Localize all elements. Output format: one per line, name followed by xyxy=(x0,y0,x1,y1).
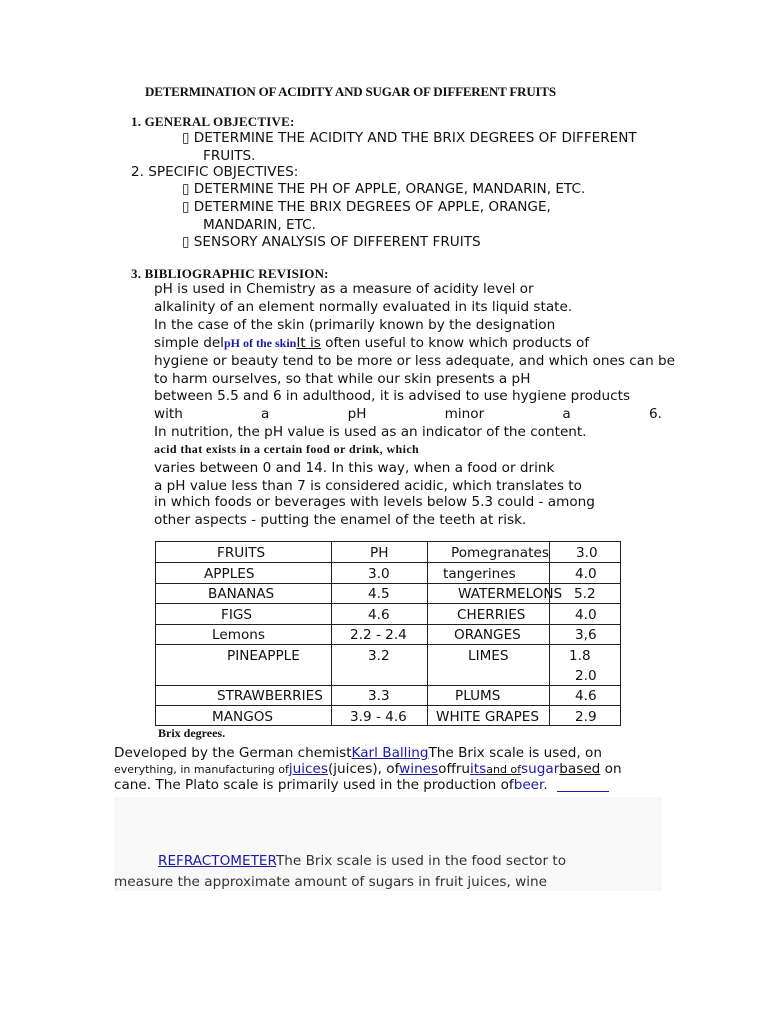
table-cell: WHITE GRAPES xyxy=(436,709,540,725)
paragraph-line xyxy=(154,335,589,351)
specific-objective-item: ▯ SENSORY ANALYSIS OF DIFFERENT FRUITS xyxy=(182,234,481,250)
table-cell: 3.0 xyxy=(576,545,598,561)
table-cell: tangerines xyxy=(443,566,516,582)
brix-line xyxy=(114,777,548,793)
document-title: DETERMINATION OF ACIDITY AND SUGAR OF DIFFERENT FRUITS xyxy=(145,84,556,99)
brix-heading: Brix degrees. xyxy=(158,726,226,740)
beer-link[interactable]: beer xyxy=(513,777,544,793)
paragraph-line-justified xyxy=(154,406,662,422)
specific-objective-item: ▯ DETERMINE THE PH OF APPLE, ORANGE, MANDARIN, ETC. xyxy=(182,181,586,197)
table-cell: PLUMS xyxy=(455,688,501,704)
brix-text: everything, in manufacturing of xyxy=(114,763,289,776)
table-cell: ORANGES xyxy=(454,627,521,643)
table-cell: 4.0 xyxy=(575,607,597,623)
table-row-divider xyxy=(156,624,620,625)
table-row-divider xyxy=(156,685,620,686)
paragraph-line: a pH value less than 7 is considered acidic, which translates to xyxy=(154,478,582,494)
paragraph-text: simple del xyxy=(154,335,224,351)
specific-objective-item-cont: MANDARIN, ETC. xyxy=(203,217,316,233)
table-cell: BANANAS xyxy=(208,586,275,602)
table-divider xyxy=(427,542,428,725)
brix-text: based xyxy=(559,761,601,777)
brix-line xyxy=(114,745,602,761)
sugar-link[interactable]: sugar xyxy=(521,761,560,777)
paragraph-line: between 5.5 and 6 in adulthood, it is advised to use hygiene products xyxy=(154,388,631,404)
table-cell: PINEAPPLE xyxy=(227,648,300,664)
table-cell: APPLES xyxy=(204,566,255,582)
table-row-divider xyxy=(156,562,620,563)
table-header-ph: PH xyxy=(370,545,389,561)
table-cell: 2.0 xyxy=(575,668,597,684)
table-cell: 4.6 xyxy=(368,607,390,623)
word: 6. xyxy=(648,406,662,422)
table-cell: 4.6 xyxy=(575,688,597,704)
table-row-divider xyxy=(156,583,620,584)
fruits-link[interactable]: its xyxy=(470,761,487,777)
table-cell: 4.5 xyxy=(368,586,390,602)
paragraph-line: in which foods or beverages with levels below 5.3 could - among xyxy=(154,494,595,510)
table-cell: 4.0 xyxy=(575,566,597,582)
table-cell: 3.3 xyxy=(368,688,390,704)
refractometer-line xyxy=(158,853,566,869)
specific-objectives-heading: 2. SPECIFIC OBJECTIVES: xyxy=(131,164,299,180)
table-cell: Pomegranates xyxy=(451,545,549,561)
table-divider xyxy=(331,542,332,725)
wines-link[interactable]: wines xyxy=(399,761,439,777)
fruit-ph-table xyxy=(155,541,621,726)
paragraph-line: In nutrition, the pH value is used as an indicator of the content. xyxy=(154,424,587,440)
table-cell: 1.8 xyxy=(569,648,591,664)
word: with xyxy=(154,406,183,422)
ph-of-skin-link[interactable]: pH of the skin xyxy=(223,336,297,350)
refractometer-line: measure the approximate amount of sugars in fruit juices, wine xyxy=(114,874,548,890)
brix-text: and of xyxy=(486,763,522,776)
brix-text: Developed by the German chemist xyxy=(114,745,352,761)
word: minor xyxy=(444,406,485,422)
paragraph-text: often useful to know which products of xyxy=(320,335,590,351)
brix-text: on xyxy=(600,761,622,777)
brix-text: cane. The Plato scale is primarily used in the production of xyxy=(114,777,514,793)
general-objective-item-cont: FRUITS. xyxy=(203,148,256,164)
table-row-divider xyxy=(156,705,620,706)
table-cell: 3.2 xyxy=(368,648,390,664)
brix-text: The Brix scale is used, on xyxy=(428,745,602,761)
table-cell: 3.9 - 4.6 xyxy=(350,709,407,725)
general-objective-heading: 1. GENERAL OBJECTIVE: xyxy=(131,114,295,129)
paragraph-line: hygiene or beauty tend to be more or less adequate, and which ones can be xyxy=(154,353,675,369)
refractometer-text: The Brix scale is used in the food sector to xyxy=(275,853,567,869)
table-cell: WATERMELONS xyxy=(458,586,563,602)
table-cell: Lemons xyxy=(212,627,265,643)
table-cell: 2.2 - 2.4 xyxy=(350,627,407,643)
general-objective-item: ▯ DETERMINE THE ACIDITY AND THE BRIX DEGREES OF DIFFERENT xyxy=(182,130,637,146)
paragraph-line: In the case of the skin (primarily known by the designation xyxy=(154,317,556,333)
brix-text: (juices), of xyxy=(327,761,400,777)
karl-balling-link[interactable]: Karl Balling xyxy=(351,745,429,761)
table-cell: STRAWBERRIES xyxy=(217,688,323,704)
table-divider xyxy=(549,542,550,725)
table-cell: FIGS xyxy=(221,607,252,623)
juices-link[interactable]: juices xyxy=(288,761,328,777)
paragraph-line: to harm ourselves, so that while our skin presents a pH xyxy=(154,371,531,387)
word: pH xyxy=(347,406,367,422)
refractometer-link[interactable]: REFRACTOMETER xyxy=(158,853,276,869)
paragraph-text: It is xyxy=(296,335,321,351)
table-row-divider xyxy=(156,603,620,604)
paragraph-line: pH is used in Chemistry as a measure of acidity level or xyxy=(154,281,534,297)
table-cell: 3.0 xyxy=(368,566,390,582)
table-row-divider xyxy=(156,644,620,645)
table-cell: MANGOS xyxy=(212,709,274,725)
specific-objective-item: ▯ DETERMINE THE BRIX DEGREES OF APPLE, ORANGE, xyxy=(182,199,551,215)
table-cell: 5.2 xyxy=(574,586,596,602)
table-cell: 2.9 xyxy=(575,709,597,725)
brix-line xyxy=(114,761,622,777)
table-cell: LIMES xyxy=(468,648,509,664)
brix-text: offru xyxy=(438,761,471,777)
paragraph-line: other aspects - putting the enamel of the teeth at risk. xyxy=(154,512,527,528)
paragraph-line: alkalinity of an element normally evaluated in its liquid state. xyxy=(154,299,573,315)
bibliographic-revision-heading: 3. BIBLIOGRAPHIC REVISION: xyxy=(131,266,329,281)
brix-text: . xyxy=(543,777,548,793)
paragraph-line: varies between 0 and 14. In this way, when a food or drink xyxy=(154,460,555,476)
paragraph-line-bold: acid that exists in a certain food or drink, which xyxy=(154,442,420,456)
word: a xyxy=(562,406,571,422)
table-cell: CHERRIES xyxy=(457,607,526,623)
word: a xyxy=(261,406,270,422)
link-underline xyxy=(557,791,609,792)
table-cell: 3,6 xyxy=(575,627,597,643)
table-header-fruits: FRUITS xyxy=(217,545,266,561)
